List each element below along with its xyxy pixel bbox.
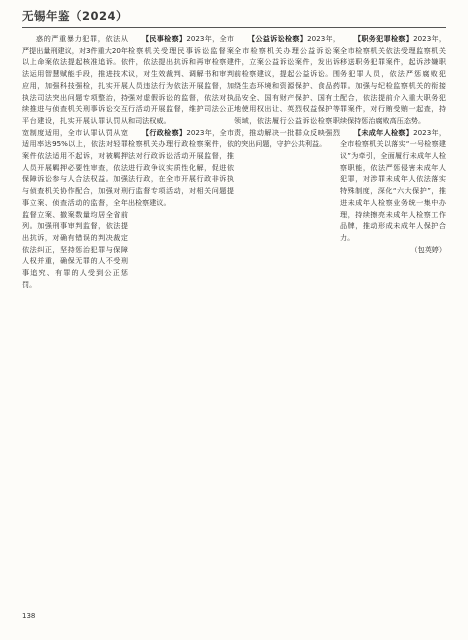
author-signature: （包英婷）: [410, 244, 446, 254]
section-label: 【公益诉讼检察】: [248, 34, 308, 43]
section-public-interest: 【公益诉讼检察】2023年，全市检察机关办理公益诉讼案件，立案公益诉讼案件，发出诉前检察建议，提起公益诉讼。围绕生态环境和资源保护、食品药品安全、国有财产保护、国有土地使用权出让、英烈权益保护等领域，依法履行公益诉讼检察职责，推动解决一批群众反映强烈的突出问题，守护公共利益。: [234, 34, 340, 149]
column-3: [234, 33, 340, 610]
header-title: 无锡年鉴（2024）: [22, 9, 129, 23]
page-number: 138: [22, 612, 36, 620]
section-juvenile: 【未成年人检察】2023年，全市检察机关以落实“一号检察建议”为牵引，全面履行未成年人检察职能，依法严惩侵害未成年人犯罪，对涉罪未成年人依法落实特殊制度，深化“六大保护”，推进未成年人检察业务统一集中办理，持续擦亮未成年人检察工作品牌，推动形成未成年人保护合力。: [340, 127, 446, 242]
text-columns: [22, 33, 446, 610]
section-administrative: 【行政检察】2023年，全市检察机关办理行政检察案件，依法对行政诉讼活动开展监督，推进行政争议实质性化解，促进依法行政，在全市开展行政非诉执行监督专项活动，对相关问题提出检察建议。: [128, 127, 234, 207]
section-label: 【民事检察】: [142, 34, 187, 43]
paragraph: 惑的严重暴力犯罪，依法从严提出量刑建议，对3件重大20年以上命案依法提起核准追诉。依法运用智慧赋能手段，推进技术应用，加强科技强检，扎实开展执法司法突出问题专项整治，持续推进与侦查机关刑事诉讼交互平台建设，扎实开展认罪认罚从宽制度适用，全市认罪认罚从宽适用率达95%以上，依法对轻罪案件依法适用不起诉，对被羁押人员开展羁押必要性审查，依法保障诉讼参与人合法权益。加强与侦查机关协作配合，加强对刑事立案、侦查活动的监督，全年监督立案、撤案数量均居全省前列。加强刑事审判监督，依法提出抗诉，对确有错误的判决裁定依法纠正，坚持惩治犯罪与保障人权并重，确保无罪的人不受刑事追究、有罪的人受到公正惩罚。: [22, 34, 128, 289]
column-1: [22, 33, 128, 610]
section-label: 【未成年人检察】: [354, 127, 414, 137]
section-label: 【职务犯罪检察】: [354, 34, 414, 43]
section-civil: 【民事检察】2023年，全市检察机关受理民事诉讼监督案件，依法提出抗诉和再审检察建议，对生效裁判、调解书和审判人员违法行为依法开展监督，加强对虚假诉讼的监督，依法对执行活动开展监督，维护司法公正和司法权威。: [128, 34, 234, 125]
column-4: [340, 33, 446, 610]
section-label: 【行政检察】: [142, 127, 187, 137]
column-2: [128, 33, 234, 610]
header-rule: [22, 27, 446, 28]
section-duty-crime: 【职务犯罪检察】2023年，全市检察机关依法受理监察机关移送职务犯罪案件，起诉涉嫌职务犯罪人员，依法严惩腐败犯罪。加强与纪检监察机关的衔接配合，依法提前介入重大职务犯罪案件，对行贿受贿一起查，持续保持惩治腐败高压态势。: [340, 34, 446, 125]
